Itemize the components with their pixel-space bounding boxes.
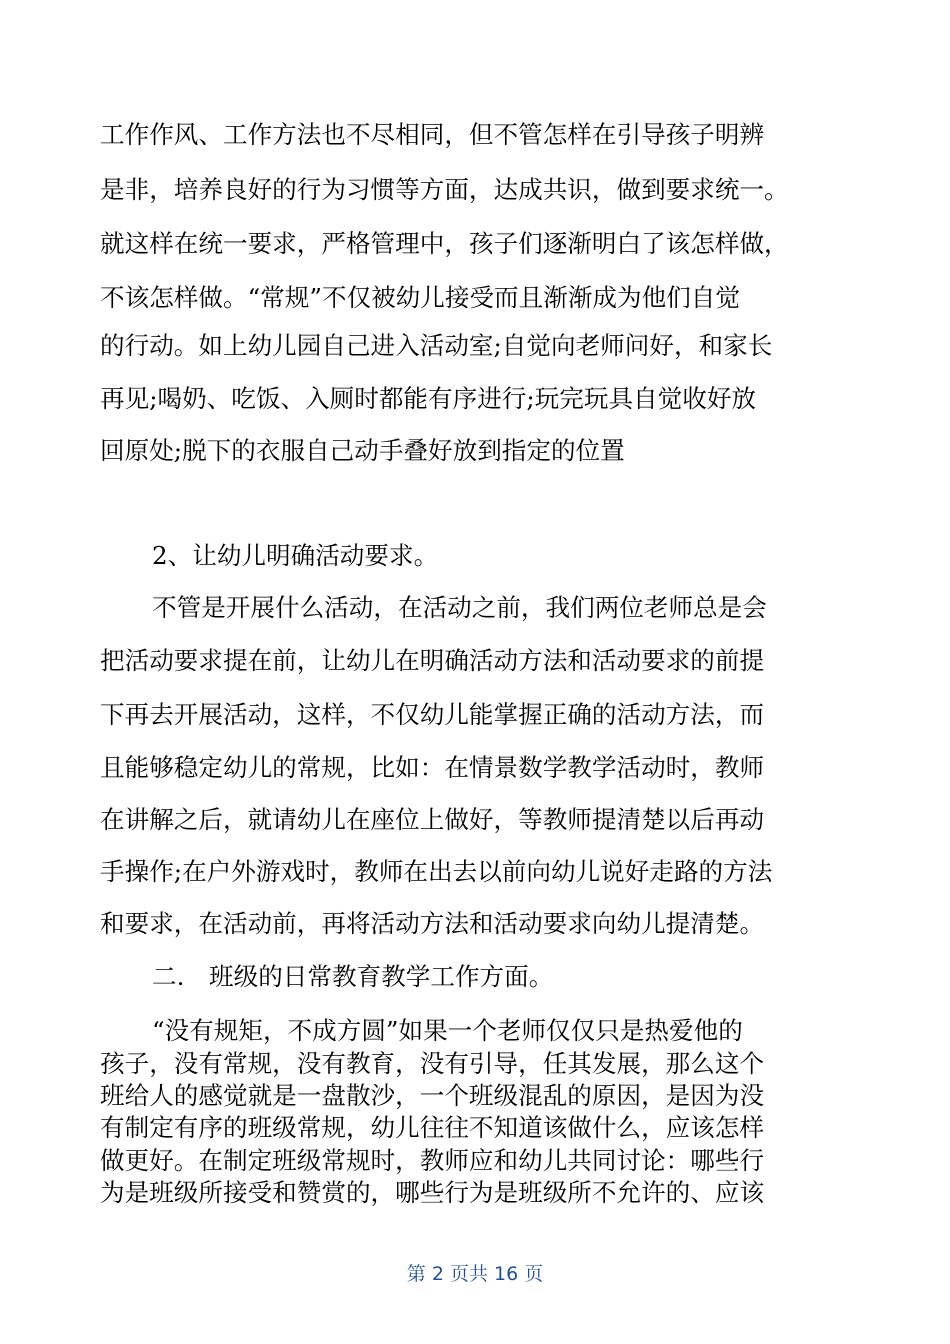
paragraph1-line: 就这样在统一要求，严格管理中，孩子们逐渐明白了该怎样做， xyxy=(100,229,789,258)
paragraph2-line: 不管是开展什么活动，在活动之前，我们两位老师总是会 xyxy=(152,593,767,622)
paragraph1-line: 的行动。如上幼儿园自己进入活动室;自觉向老师问好，和家长 xyxy=(100,331,773,360)
paragraph1-line: 是非，培养良好的行为习惯等方面，达成共识，做到要求统一。 xyxy=(100,175,789,204)
paragraph2-line: 把活动要求提在前，让幼儿在明确活动方法和活动要求的前提 xyxy=(100,646,765,675)
paragraph1-line: 工作作风、工作方法也不尽相同，但不管怎样在引导孩子明辨 xyxy=(100,120,765,149)
paragraph3-line: 有制定有序的班级常规，幼儿往往不知道该做什么，应该怎样 xyxy=(100,1113,765,1142)
paragraph3-line: 班给人的感觉就是一盘散沙，一个班级混乱的原因，是因为没 xyxy=(100,1081,765,1110)
paragraph3-line: 为是班级所接受和赞赏的，哪些行为是班级所不允许的、应该 xyxy=(100,1178,765,1207)
section-heading: 二. 班级的日常教育教学工作方面。 xyxy=(152,962,554,991)
paragraph2-line: 且能够稳定幼儿的常规，比如：在情景数学教学活动时，教师 xyxy=(100,753,765,782)
paragraph3-line: “没有规矩，不成方圆”如果一个老师仅仅只是热爱他的 xyxy=(152,1016,743,1045)
paragraph3-line: 孩子，没有常规，没有教育，没有引导，任其发展，那么这个 xyxy=(100,1049,765,1078)
paragraph1-line: 不该怎样做。“常规”不仅被幼儿接受而且渐渐成为他们自觉 xyxy=(100,283,740,312)
subheading: 2、让幼儿明确活动要求。 xyxy=(152,541,439,570)
paragraph2-line: 在讲解之后，就请幼儿在座位上做好，等教师提清楚以后再动 xyxy=(100,805,765,834)
paragraph2-line: 和要求，在活动前，再将活动方法和活动要求向幼儿提清楚。 xyxy=(100,909,765,938)
paragraph2-line: 手操作;在户外游戏时，教师在出去以前向幼儿说好走路的方法 xyxy=(100,857,773,886)
page-number-footer: 第 2 页共 16 页 xyxy=(406,1263,544,1285)
paragraph3-line: 做更好。在制定班级常规时，教师应和幼儿共同讨论：哪些行 xyxy=(100,1146,765,1175)
paragraph2-line: 下再去开展活动，这样，不仅幼儿能掌握正确的活动方法，而 xyxy=(100,700,765,729)
paragraph1-line: 再见;喝奶、吃饭、入厕时都能有序进行;玩完玩具自觉收好放 xyxy=(100,384,757,413)
paragraph1-line: 回原处;脱下的衣服自己动手叠好放到指定的位置 xyxy=(100,436,625,465)
